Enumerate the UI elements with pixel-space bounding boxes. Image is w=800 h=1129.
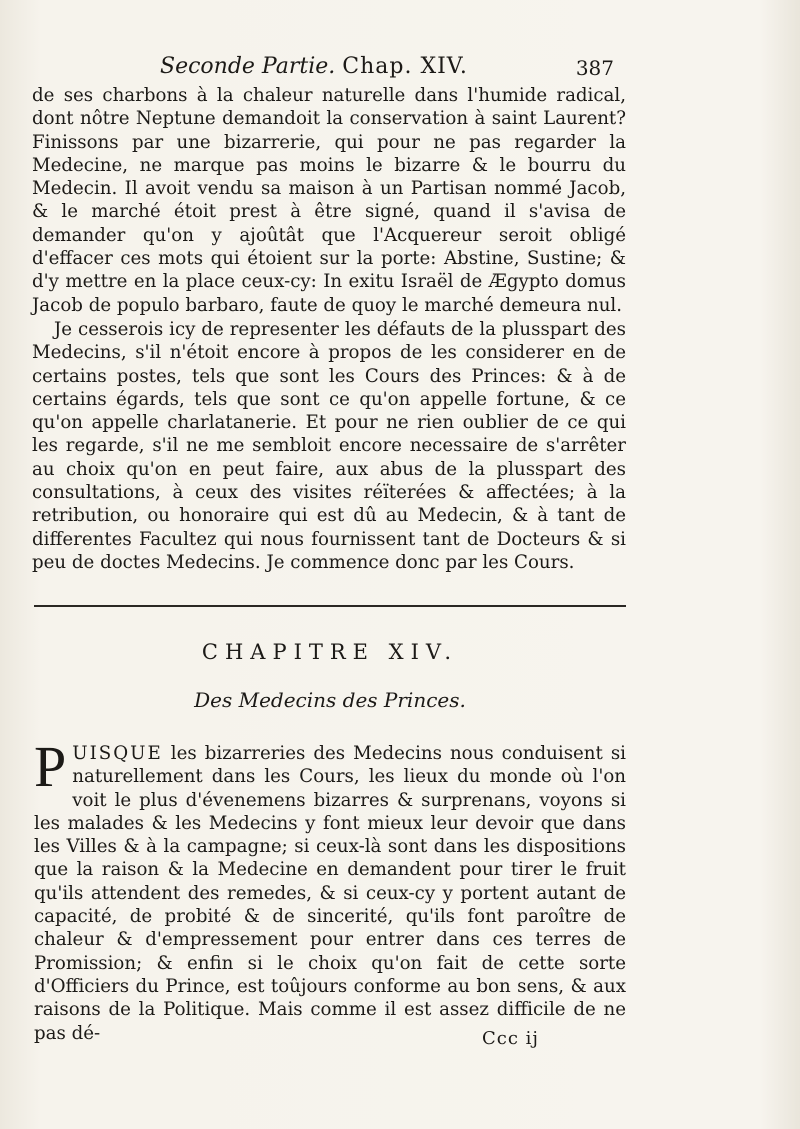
paragraph-continued xyxy=(32,84,626,317)
running-title-part: Seconde Partie. xyxy=(160,54,336,79)
drop-cap: P xyxy=(34,734,67,799)
page-header xyxy=(0,50,800,86)
paragraph-1-text: de ses charbons à la chaleur naturelle dans l'humide radical, dont nôtre Neptune demandoit la conservation à saint Laurent? Finissons par une bizarrerie, qui pour ne pas regarder la Medecine, ne marque pas moins le bizarre & le bourru du Medecin. Il avoit vendu sa maison à un Partisan nommé Jacob, & le marché étoit prest à être signé, quand il s'avisa de demander qu'on y ajoûtât que l'Acquereur seroit obligé d'effacer ces mots qui étoient sur la porte: Abstine, Sustine; & d'y mettre en la place ceux-cy: In exitu Israël de Ægypto domus Jacob de populo barbaro, faute de quoy le marché demeura nul. xyxy=(32,85,626,316)
signature-catchword: Ccc ij xyxy=(482,1028,539,1049)
running-title xyxy=(160,54,468,79)
chapter-body xyxy=(34,734,626,1045)
paragraph-2 xyxy=(32,318,626,574)
page-number: 387 xyxy=(575,56,614,80)
running-title-chapter: Chap. XIV. xyxy=(342,54,468,79)
chapter-divider-rule xyxy=(34,605,626,607)
paragraph-2-text: Je cesserois icy de representer les défauts de la plusspart des Medecins, s'il n'étoit encore à propos de les considerer en de certains postes, tels que sont les Cours des Princes: & à de certains égards, tels que sont ce qu'on appelle fortune, & ce qu'on appelle charlatanerie. Et pour ne rien oublier de ce qui les regarde, s'il ne me sembloit encore necessaire de s'arrêter au choix qu'on en peut faire, aux abus de la plusspart des consultations, à ceux des visites réïterées & affectées; à la retribution, ou honoraire qui est dû au Medecin, & à tant de differentes Facultez qui nous fournissent tant de Docteurs & si peu de doctes Medecins. Je commence donc par les Cours. xyxy=(32,319,626,573)
chapter-body-paragraph xyxy=(34,734,626,1045)
opening-small-caps: UISQUE xyxy=(72,743,163,764)
chapter-heading: CHAPITRE XIV. xyxy=(201,640,459,664)
chapter-subtitle: Des Medecins des Princes. xyxy=(194,688,466,712)
chapter-body-text: les bizarreries des Medecins nous conduisent si naturellement dans les Cours, les lieux du monde où l'on voit le plus d'évenemens bizarres & surprenans, voyons si les malades & les Medecins y font mieux leur devoir que dans les Villes & à la campagne; si ceux-là sont dans les dispositions que la raison & la Medecine en demandent pour tirer le fruit qu'ils attendent des remedes, & si ceux-cy y portent autant de capacité, de probité & de sincerité, qu'ils font paroître de chaleur & d'empressement pour entrer dans ces terres de Promission; & enfin si le choix qu'on fait de cette sorte d'Officiers du Prince, est toûjours conforme au bon sens, & aux raisons de la Politique. Mais comme il est assez difficile de ne pas dé- xyxy=(34,743,626,1044)
